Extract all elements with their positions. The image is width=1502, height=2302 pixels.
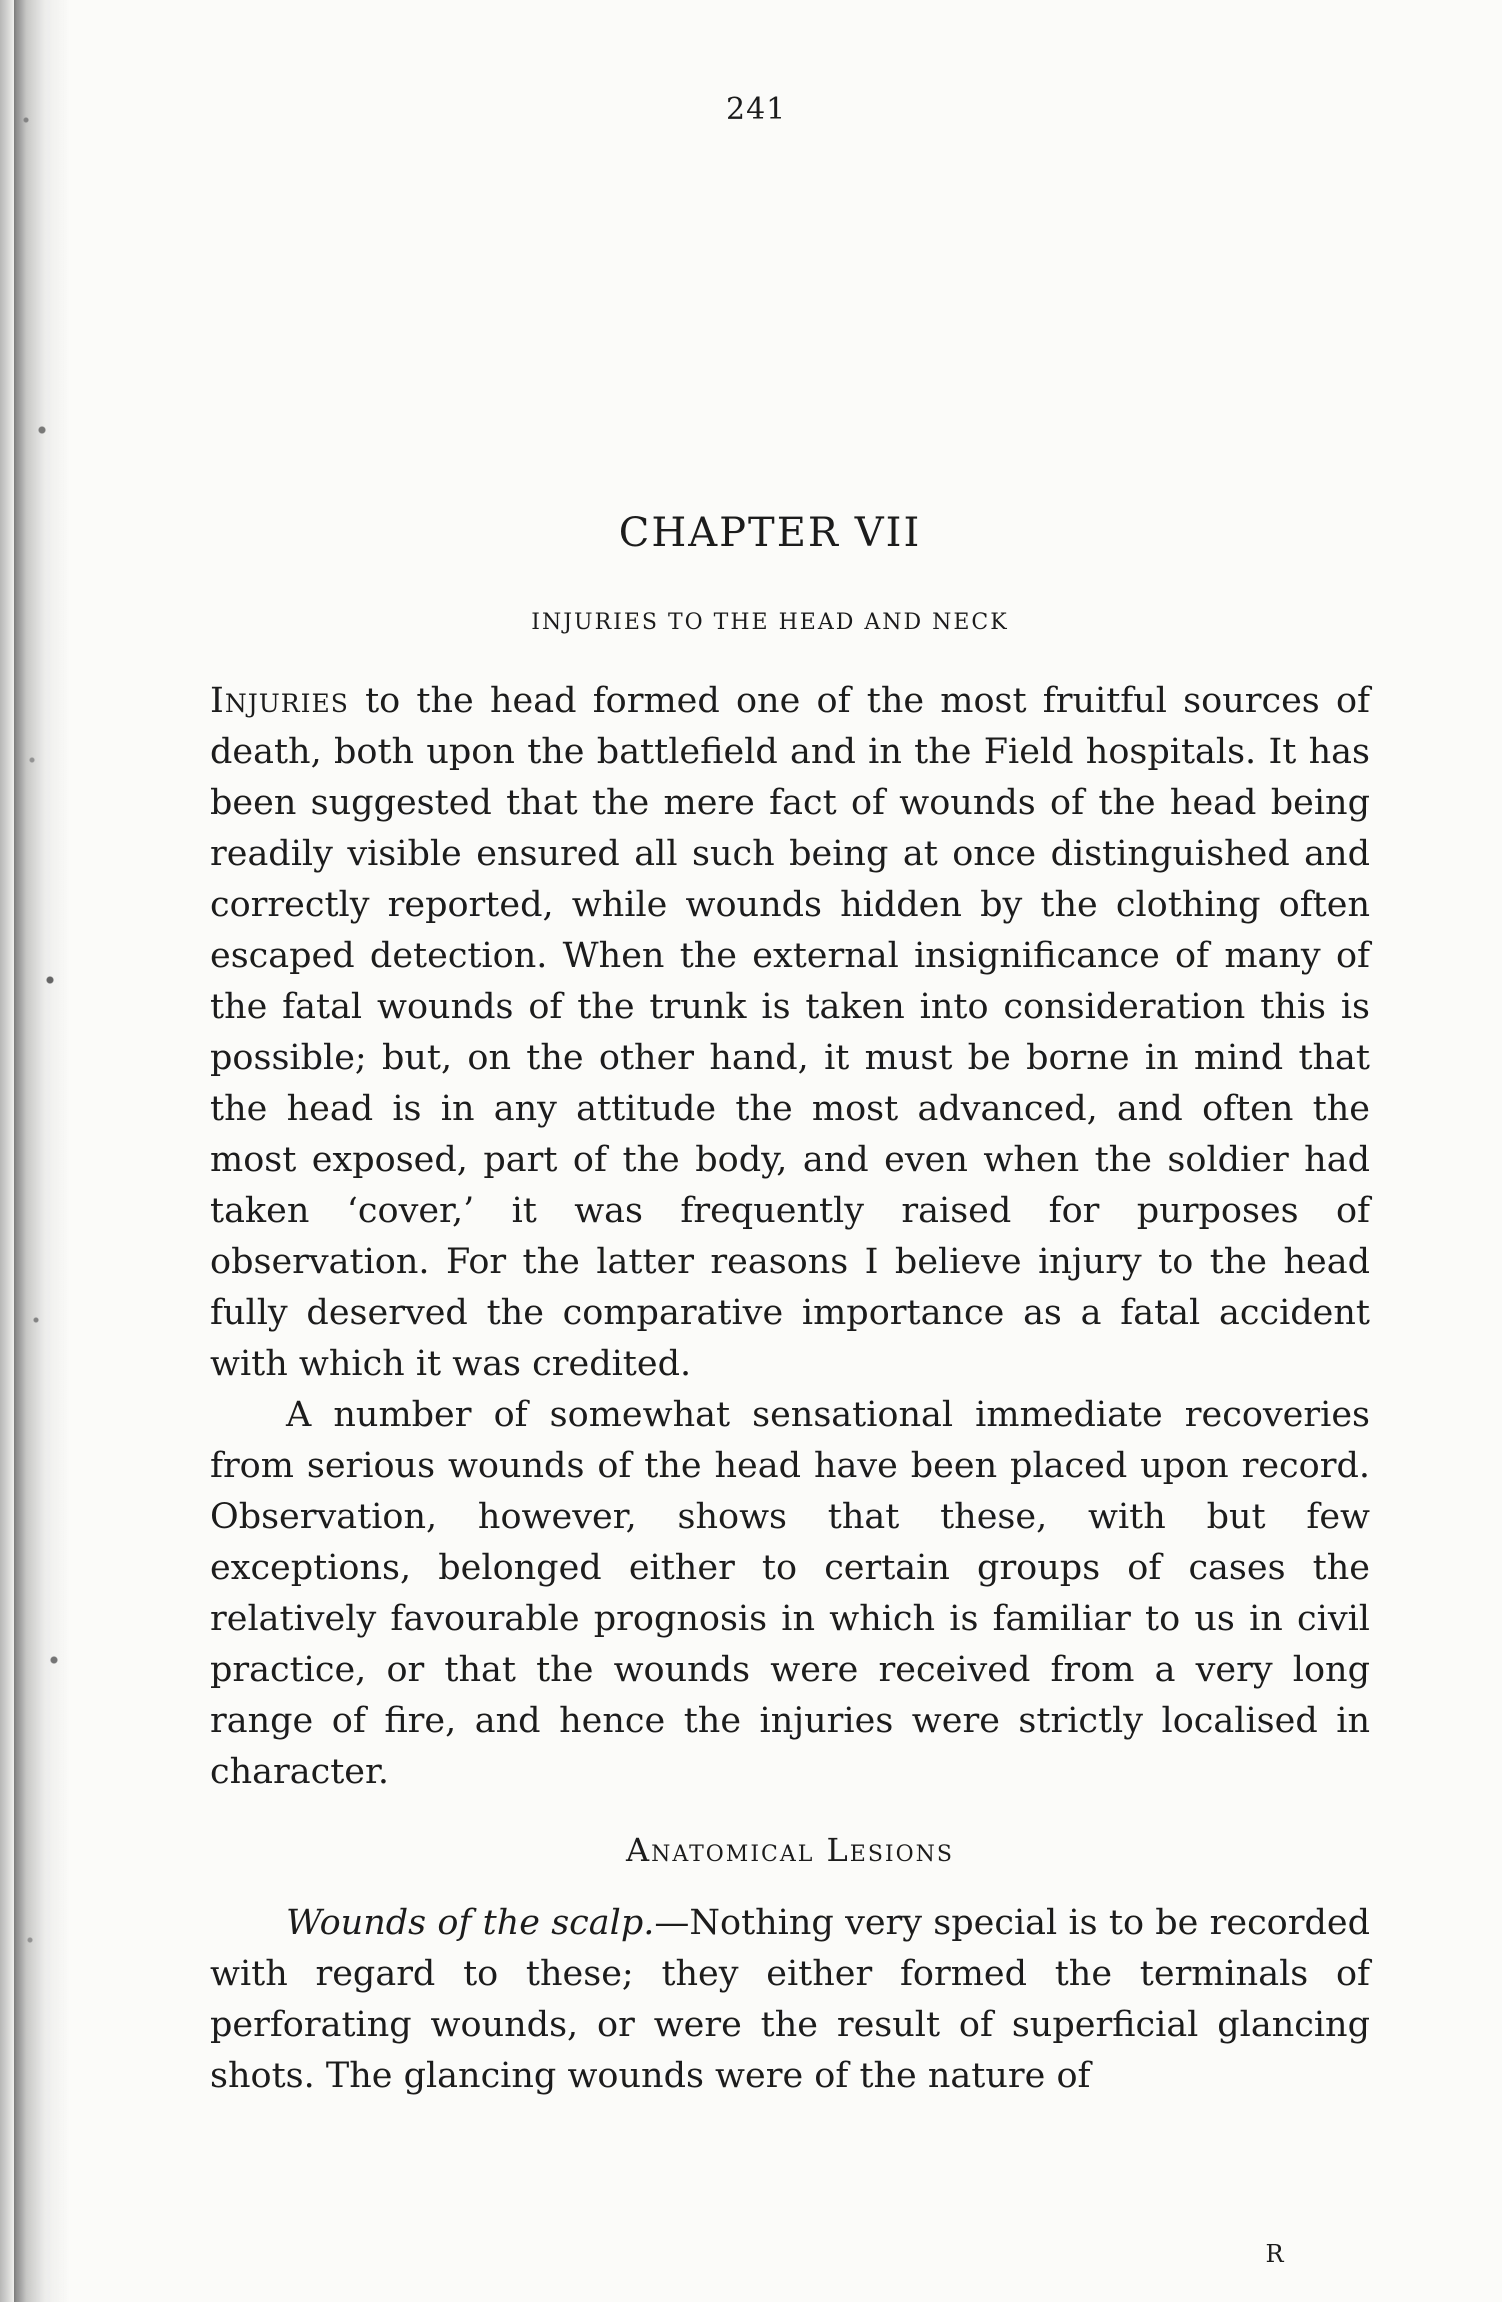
binding-speckles bbox=[14, 0, 70, 2302]
paragraph-lead-word: Injuries bbox=[210, 681, 349, 721]
signature-mark: R bbox=[1265, 2240, 1285, 2268]
page-binding-edge bbox=[0, 0, 70, 2302]
chapter-subtitle: INJURIES TO THE HEAD AND NECK bbox=[531, 610, 1009, 635]
paragraph-scalp-heading: Wounds of the scalp. bbox=[286, 1903, 655, 1943]
section-heading: Anatomical Lesions bbox=[626, 1831, 954, 1869]
paragraph-scalp-text: —Nothing very special is to be recorded with regard to these; they either formed the terminals of perforating wounds, or were the result of superficial glancing shots. The glancing wounds were of the nature of bbox=[210, 1903, 1371, 2096]
page-number: 241 bbox=[726, 92, 787, 127]
paragraph-intro bbox=[210, 676, 1370, 1390]
page-content bbox=[210, 676, 1370, 2102]
paragraph-recoveries-text: A number of somewhat sensational immediate recoveries from serious wounds of the head have been placed upon record. Observation, however, shows that these, with but few exceptions, belonged either to certain groups of cases the relatively favourable prognosis in which is familiar to us in civil practice, or that the wounds were received from a very long range of fire, and hence the injuries were strictly localised in character. bbox=[210, 1395, 1370, 1792]
paragraph-intro-text: to the head formed one of the most fruitful sources of death, both upon the battlefield and in the Field hospitals. It has been suggested that the mere fact of wounds of the head being readily visible ensured all such being at once distinguished and correctly reported, while wounds hidden by the clothing often escaped detection. When the external insignificance of many of the fatal wounds of the trunk is taken into consideration this is possible; but, on the other hand, it must be borne in mind that the head is in any attitude the most advanced, and often the most exposed, part of the body, and even when the soldier had taken ‘cover,’ it was frequently raised for purposes of observation. For the latter reasons I believe injury to the head fully deserved the comparative importance as a fatal accident with which it was credited. bbox=[210, 681, 1370, 1384]
paragraph-scalp-wounds bbox=[210, 1898, 1370, 2102]
paragraph-recoveries bbox=[210, 1390, 1370, 1798]
chapter-title: CHAPTER VII bbox=[618, 510, 922, 556]
